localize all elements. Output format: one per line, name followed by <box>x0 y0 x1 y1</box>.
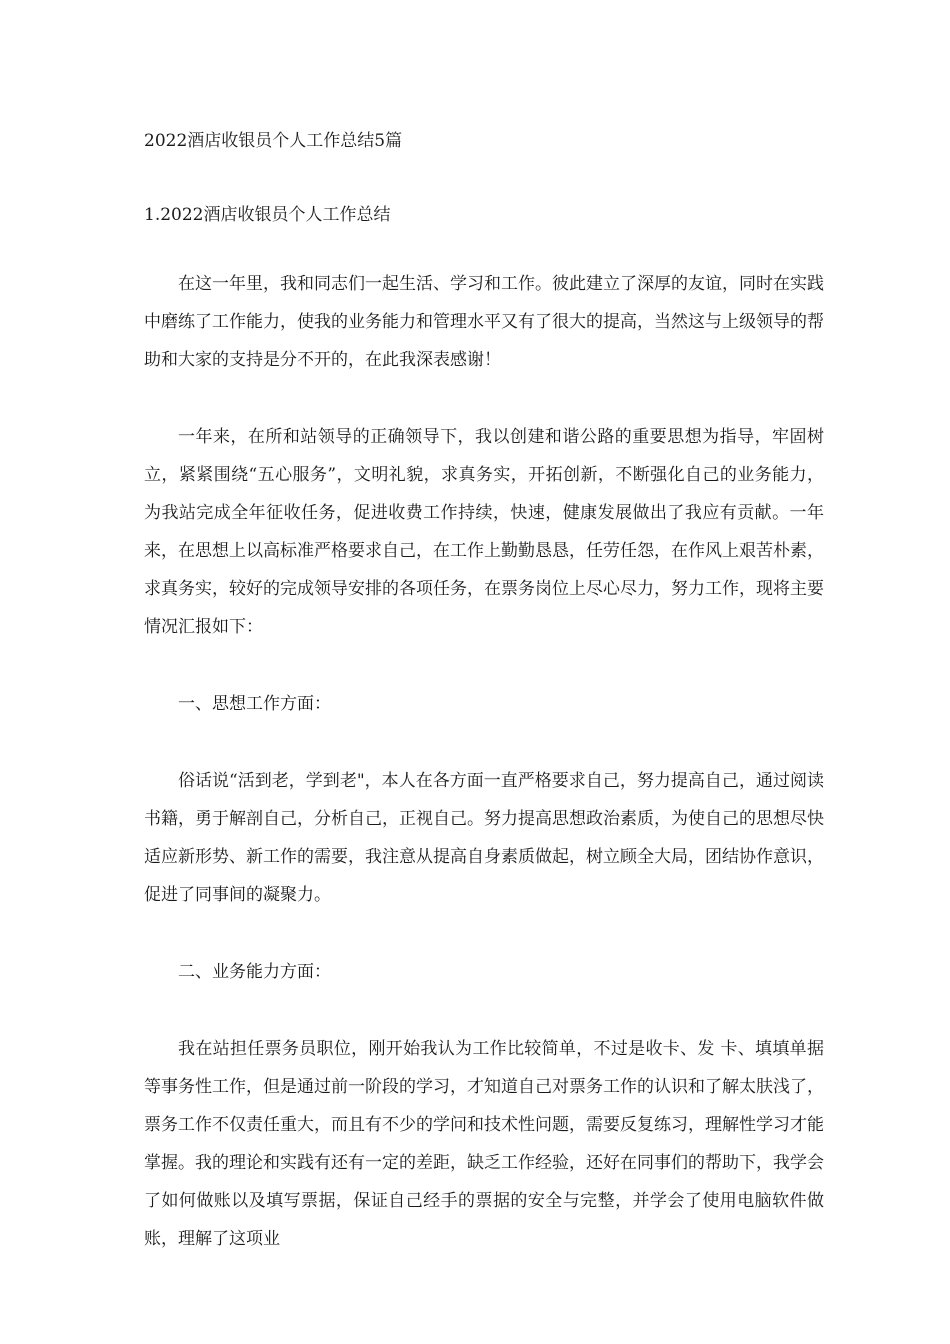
subheading-business-ability: 二、业务能力方面： <box>178 962 331 982</box>
document-title: 2022酒店收银员个人工作总结5篇 <box>144 131 403 151</box>
section-title: 1.2022酒店收银员个人工作总结 <box>144 205 391 225</box>
subheading-thought-work: 一、思想工作方面： <box>178 694 331 714</box>
paragraph: 一年来，在所和站领导的正确领导下，我以创建和谐公路的重要思想为指导，牢固树立，紧紧围绕“五心服务”，文明礼貌，求真务实，开拓创新，不断强化自己的业务能力，为我站完成全年征收任务，促进收费工作持续，快速，健康发展做出了我应有贡献。一年来，在思想上以高标准严格要求自己，在工作上勤勤恳恳，任劳任怨，在作风上艰苦朴素，求真务实，较好的完成领导安排的各项任务，在票务岗位上尽心尽力，努力工作，现将主要情况汇报如下： <box>144 427 824 637</box>
paragraph: 俗话说“活到老，学到老"，本人在各方面一直严格要求自己，努力提高自己，通过阅读书籍，勇于解剖自己，分析自己，正视自己。努力提高思想政治素质，为使自己的思想尽快适应新形势、新工作的需要，我注意从提高自身素质做起，树立顾全大局，团结协作意识，促进了同事间的凝聚力。 <box>144 771 824 905</box>
document-body <box>144 265 824 1297</box>
paragraph: 在这一年里，我和同志们一起生活、学习和工作。彼此建立了深厚的友谊，同时在实践中磨练了工作能力，使我的业务能力和管理水平又有了很大的提高，当然这与上级领导的帮助和大家的支持是分不开的，在此我深表感谢！ <box>144 274 824 370</box>
paragraph: 我在站担任票务员职位，刚开始我认为工作比较简单，不过是收卡、发 卡、填填单据等事务性工作，但是通过前一阶段的学习，才知道自己对票务工作的认识和了解太肤浅了，票务工作不仅责任重大，而且有不少的学问和技术性问题，需要反复练习，理解性学习才能掌握。我的理论和实践有还有一定的差距，缺乏工作经验，还好在同事们的帮助下，我学会了如何做账以及填写票据，保证自己经手的票据的安全与完整，并学会了使用电脑软件做账，理解了这项业 <box>144 1039 824 1249</box>
